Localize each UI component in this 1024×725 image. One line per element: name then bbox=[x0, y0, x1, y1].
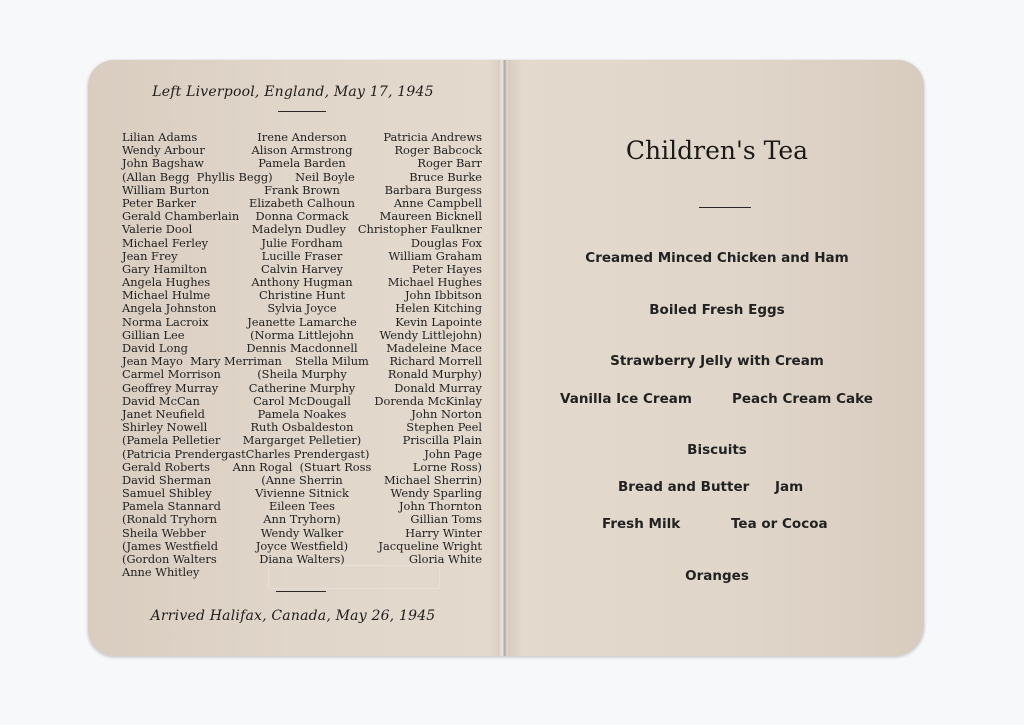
menu-item-bread-butter: Bread and Butter bbox=[618, 479, 750, 495]
passenger-name-part: Ann Tryhorn) bbox=[263, 512, 341, 527]
menu-item-strawberry-jelly: Strawberry Jelly with Cream bbox=[610, 353, 824, 369]
passenger-name-part: Wendy Walker bbox=[260, 525, 344, 540]
passenger-name-part: Jean Mayo bbox=[122, 354, 183, 369]
passenger-name-part: (Sheila Murphy bbox=[257, 367, 347, 382]
passenger-name-part: Charles Prendergast) bbox=[245, 446, 370, 461]
passenger-name-part: John Bagshaw bbox=[122, 156, 204, 171]
passenger-name-part: Diana Walters) bbox=[259, 552, 345, 566]
menu-item-vanilla-ice-cream: Vanilla Ice Cream bbox=[560, 391, 692, 407]
passenger-name-part: Pamela Barden bbox=[258, 156, 346, 171]
passenger-name-part: Margarget Pelletier) bbox=[242, 433, 362, 448]
passenger-name-part: Pamela Noakes bbox=[257, 406, 347, 421]
passenger-name-part: Gerald Chamberlain bbox=[122, 209, 240, 224]
passenger-name-part: Vivienne Sitnick bbox=[255, 486, 349, 501]
passenger-name-part: Mary Merriman bbox=[190, 354, 282, 369]
passenger-name-part: (Norma Littlejohn bbox=[250, 327, 354, 342]
passenger-name-part: Lorne Ross) bbox=[412, 459, 482, 474]
menu-item-oranges: Oranges bbox=[685, 568, 749, 584]
passenger-name-part: Phyllis Begg) bbox=[196, 169, 273, 184]
passenger-name-part: William Burton bbox=[122, 182, 210, 197]
passenger-name-part: John Norton bbox=[411, 406, 482, 421]
passenger-name-part: (Anne Sherrin bbox=[261, 472, 343, 487]
passenger-name-part: (Ronald Tryhorn bbox=[122, 512, 218, 527]
passenger-list-page bbox=[88, 60, 498, 656]
passenger-name-part: Bruce Burke bbox=[409, 169, 482, 184]
passenger-name-part: Carol McDougall bbox=[253, 393, 351, 408]
passenger-name-part: (Pamela Pelletier bbox=[122, 433, 221, 448]
passenger-name-part: Sylvia Joyce bbox=[267, 301, 337, 316]
passenger-name-part: Priscilla Plain bbox=[402, 433, 482, 448]
passenger-name-part: Gloria White bbox=[408, 552, 482, 566]
passenger-name-part: Sheila Webber bbox=[122, 525, 206, 540]
passenger-name-part: Jacqueline Wright bbox=[378, 538, 482, 553]
passenger-name-part: Pamela Stannard bbox=[122, 499, 221, 514]
passenger-name-part: John Thornton bbox=[398, 499, 482, 514]
passenger-name-part: Gary Hamilton bbox=[122, 261, 207, 276]
header-divider bbox=[278, 111, 326, 112]
passenger-name-part: Kevin Lapointe bbox=[395, 314, 482, 329]
passenger-name-part: William Graham bbox=[388, 248, 482, 263]
passenger-name-part: Donna Cormack bbox=[255, 209, 349, 224]
passenger-name-part: Lucille Fraser bbox=[261, 248, 343, 263]
passenger-name-part: Ruth Osbaldeston bbox=[250, 420, 354, 435]
passenger-name-part: Barbara Burgess bbox=[384, 182, 482, 197]
passenger-name-part: Peter Hayes bbox=[411, 261, 482, 276]
passenger-name-part: Michael Hulme bbox=[122, 288, 211, 303]
passenger-name-part: Wendy Arbour bbox=[122, 143, 205, 158]
passenger-name-part: Jean Frey bbox=[122, 248, 178, 263]
passenger-name-part: Roger Barr bbox=[417, 156, 482, 171]
passenger-name-part: Gerald Roberts bbox=[122, 459, 210, 474]
passenger-name-part: Julie Fordham bbox=[261, 235, 343, 250]
passenger-name-part: David Sherman bbox=[122, 472, 212, 487]
passenger-name-part: Eileen Tees bbox=[268, 499, 336, 514]
passenger-name-part: Michael Sherrin) bbox=[383, 472, 482, 487]
passenger-name-part: (Patricia Prendergast bbox=[122, 446, 246, 461]
passenger-name-part: Donald Murray bbox=[394, 380, 482, 395]
passenger-name-part: (James Westfield bbox=[122, 538, 219, 553]
passenger-name-part: Madelyn Dudley bbox=[251, 222, 346, 237]
passenger-name-part: Dennis Macdonnell bbox=[246, 341, 358, 355]
passenger-name-part: Harry Winter bbox=[405, 525, 482, 540]
passenger-name-part: Calvin Harvey bbox=[261, 261, 343, 276]
menu-page bbox=[510, 60, 924, 656]
card-fold bbox=[498, 60, 510, 656]
passenger-name-part: Lilian Adams bbox=[122, 130, 198, 144]
passenger-name-part: Jeanette Lamarche bbox=[247, 314, 357, 329]
passenger-name-part: Ronald Murphy) bbox=[387, 367, 482, 382]
title-divider bbox=[699, 207, 751, 208]
passenger-name-part: Frank Brown bbox=[264, 182, 340, 197]
passenger-name-part: (Stuart Ross bbox=[299, 459, 372, 474]
menu-item-peach-cake: Peach Cream Cake bbox=[732, 391, 873, 407]
menu-item-jam: Jam bbox=[775, 479, 804, 495]
passenger-name-part: John Page bbox=[424, 446, 482, 461]
passenger-name-part: Norma Lacroix bbox=[122, 314, 209, 329]
passenger-name-part: Joyce Westfield) bbox=[255, 538, 349, 553]
menu-card bbox=[88, 60, 924, 656]
passenger-name-part: Roger Babcock bbox=[394, 143, 482, 158]
passenger-name-part: (Allan Begg bbox=[122, 169, 190, 184]
passenger-name-part: (Gordon Walters bbox=[122, 552, 217, 566]
menu-item-biscuits: Biscuits bbox=[687, 442, 747, 458]
passenger-name bbox=[122, 566, 242, 579]
passenger-name-part: Peter Barker bbox=[122, 195, 196, 210]
passenger-name-part: Gillian Toms bbox=[410, 512, 482, 527]
passenger-name-part: Catherine Murphy bbox=[248, 380, 356, 395]
passenger-name-part: Valerie Dool bbox=[122, 222, 193, 237]
passenger-name-part: Christine Hunt bbox=[258, 288, 346, 303]
passenger-name-part: Madeleine Mace bbox=[386, 341, 482, 355]
passenger-name-part: Angela Johnston bbox=[122, 301, 217, 316]
arrival-line: Arrived Halifax, Canada, May 26, 1945 bbox=[150, 608, 436, 624]
passenger-name-part: Maureen Bicknell bbox=[379, 209, 482, 224]
passenger-name-part: Anne Campbell bbox=[393, 195, 482, 210]
passenger-name-part: Janet Neufield bbox=[122, 406, 205, 421]
passenger-name-part: John Ibbitson bbox=[404, 288, 482, 303]
passenger-name-part: Anne Whitley bbox=[122, 565, 200, 580]
passenger-name-part: Samuel Shibley bbox=[122, 486, 212, 501]
menu-item-boiled-eggs: Boiled Fresh Eggs bbox=[649, 302, 785, 318]
passenger-name-part: Dorenda McKinlay bbox=[374, 393, 482, 408]
passenger-name-part: Patricia Andrews bbox=[383, 130, 482, 144]
passenger-name-part: Neil Boyle bbox=[295, 169, 355, 184]
passenger-name-part: Gillian Lee bbox=[122, 327, 185, 342]
passenger-name-part: Christopher Faulkner bbox=[357, 222, 482, 237]
passenger-name-part: Irene Anderson bbox=[257, 130, 347, 144]
passenger-name-part: Angela Hughes bbox=[122, 275, 211, 290]
footer-divider bbox=[276, 591, 326, 592]
passenger-names bbox=[122, 131, 482, 579]
menu-title: Children's Tea bbox=[625, 136, 809, 165]
passenger-name-part: Wendy Littlejohn) bbox=[379, 327, 482, 342]
passenger-name-part: Elizabeth Calhoun bbox=[249, 195, 355, 210]
passenger-name-part: Anthony Hugman bbox=[251, 275, 353, 290]
passenger-name-part: Helen Kitching bbox=[395, 301, 482, 316]
passenger-name-part: David Long bbox=[122, 341, 188, 355]
passenger-name-part: Richard Morrell bbox=[389, 354, 482, 369]
menu-item-tea-cocoa: Tea or Cocoa bbox=[731, 516, 828, 532]
passenger-name-part: David McCan bbox=[122, 393, 200, 408]
passenger-name-part: Michael Hughes bbox=[387, 275, 482, 290]
departure-line: Left Liverpool, England, May 17, 1945 bbox=[152, 84, 434, 100]
menu-item-fresh-milk: Fresh Milk bbox=[602, 516, 681, 532]
menu-item-creamed-chicken: Creamed Minced Chicken and Ham bbox=[585, 250, 849, 266]
passenger-name-part: Michael Ferley bbox=[122, 235, 209, 250]
passenger-name-part: Geoffrey Murray bbox=[122, 380, 219, 395]
embossed-stamp bbox=[268, 565, 440, 589]
passenger-name-part: Stephen Peel bbox=[406, 420, 482, 435]
passenger-name-part: Shirley Nowell bbox=[122, 420, 208, 435]
passenger-name-part: Carmel Morrison bbox=[122, 367, 221, 382]
passenger-name-part: Douglas Fox bbox=[410, 235, 482, 250]
passenger-name-part: Ann Rogal bbox=[232, 459, 293, 474]
passenger-name-part: Alison Armstrong bbox=[251, 143, 353, 158]
passenger-name-part: Stella Milum bbox=[294, 354, 369, 369]
passenger-name-part: Wendy Sparling bbox=[390, 486, 482, 501]
